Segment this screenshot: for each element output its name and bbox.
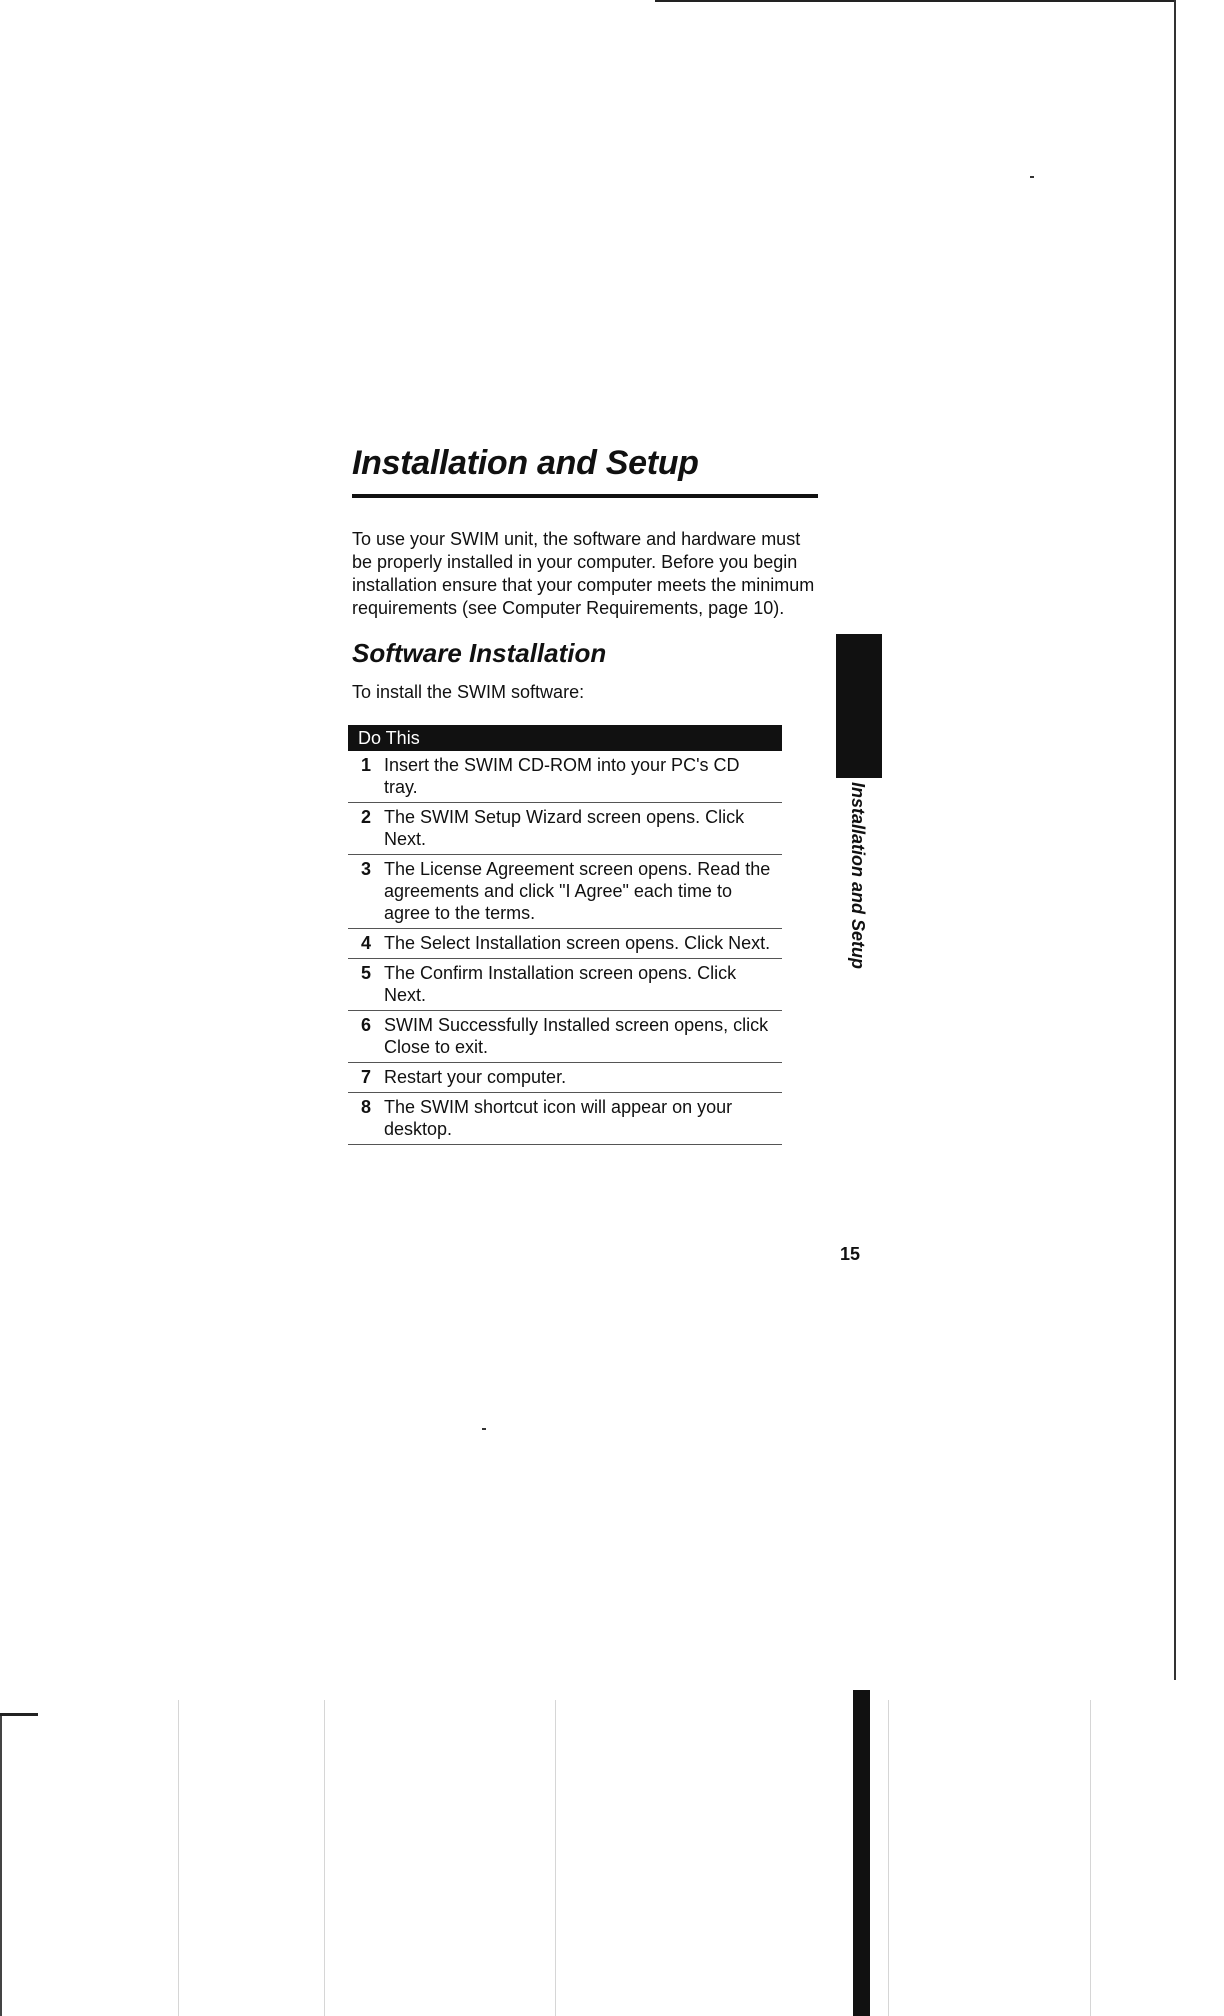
step-number: 5 [360,963,371,983]
scan-faint-line [1090,1700,1091,2016]
scan-faint-line [324,1700,325,2016]
step-row [348,959,782,1011]
title-underline [352,494,818,498]
scan-speck [482,1428,486,1430]
section-heading: Software Installation [352,638,607,668]
step-text: Restart your computer. [384,1067,567,1087]
step-row [348,751,782,803]
section-side-label: Installation and Setup [848,782,868,970]
step-row [348,1011,782,1063]
page-title: Installation and Setup [352,444,699,482]
step-row [348,1063,782,1093]
scan-faint-line [888,1700,889,2016]
scan-speck [1030,176,1034,178]
step-row [348,929,782,959]
step-text: The SWIM shortcut icon will appear on your desktop. [384,1097,733,1139]
step-number: 1 [360,755,371,775]
section-thumb-tab [836,634,882,778]
step-number: 2 [360,807,371,827]
lead-sentence: To install the SWIM software: [352,682,585,702]
scan-right-rule [1174,0,1176,1680]
scan-faint-line [555,1700,556,2016]
scan-faint-line [178,1700,179,2016]
step-number: 7 [360,1067,371,1087]
step-row [348,855,782,929]
step-number: 8 [360,1097,371,1117]
intro-paragraph: To use your SWIM unit, the software and hardware must be properly installed in your computer. Before you begin installation ensure that your computer meets the minimum requirements (see Computer Requirements, page 10). [352,529,815,618]
step-row [348,1093,782,1145]
step-number: 3 [360,859,371,879]
step-text: The Select Installation screen opens. Click Next. [384,933,771,953]
step-text: Insert the SWIM CD-ROM into your PC's CD tray. [384,755,740,797]
scan-left-mark [0,1713,38,1716]
steps-table [348,725,782,1145]
step-text: SWIM Successfully Installed screen opens, click Close to exit. [384,1015,769,1057]
step-row [348,803,782,855]
page-number: 15 [840,1244,861,1264]
step-text: The SWIM Setup Wizard screen opens. Click Next. [384,807,745,849]
step-number: 4 [360,933,371,953]
scan-left-edge [0,1716,2,2016]
scan-top-rule [655,0,1175,2]
step-text: The Confirm Installation screen opens. Click Next. [384,963,737,1005]
step-number: 6 [360,1015,371,1035]
scan-bottom-bar [853,1690,870,2016]
steps-header: Do This [348,725,782,751]
step-text: The License Agreement screen opens. Read the agreements and click "I Agree" each time to agree to the terms. [384,859,771,923]
